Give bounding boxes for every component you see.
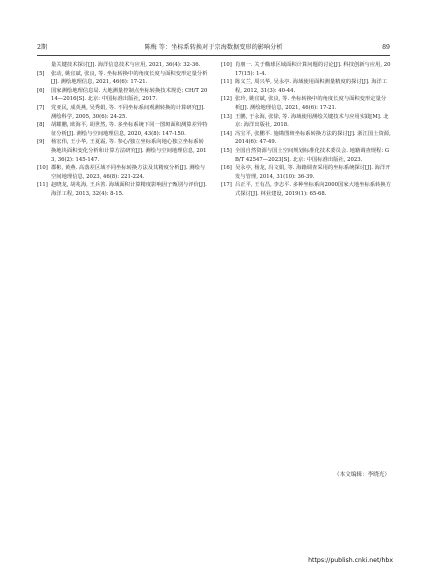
references-right-column [221, 61, 391, 199]
reference-item: [14] 冯宝平, 张鹏平. 施勘图斑坐标系转换方法的探讨[J]. 浙江国土资源, 2014(6): 47-49. [221, 130, 391, 146]
issue-label: 2期 [37, 44, 48, 51]
reference-item: 量关键技术探讨[J]. 海洋信息技术与应用, 2021, 36(4): 32-36. [51, 62, 201, 68]
reference-item: [7] 党亚民, 成英燕, 吴秀娟, 等. 不同坐标系间观测转换的计算研究[J]. 测绘科学, 2005, 30(6): 24-25. [37, 104, 205, 120]
reference-item: [8] 胡耀鹏, 欧海平, 胡世然, 等. 多坐标系统下同一图斑面积测算差异特征分析[J]. 测绘与空间地理信息, 2020, 43(8): 147-150. [37, 122, 208, 137]
reference-item: [9] 杨宏伟, 王小华, 王夏霜, 等. 参心/独立坐标系向地心独立坐标系转换地块面积变化分析和计算方法研究[J]. 测绘与空间地理信息, 2013, 36(2): 145-147. [37, 139, 207, 163]
reference-item: [6] 国家测绘地理信息局. 大地测量控制点坐标转换技术规范: CH/T 2014—2016[S]. 北京: 中国标准出版社, 2017. [37, 87, 208, 103]
reference-item: [15] 全国自然资源与国土空间规划标准化技术委员会. 地籍调查规程: GB/T 42547—2023[S]. 北京: 中国标准出版社, 2023. [221, 147, 390, 163]
running-title: 陈梅 等：坐标系转换对于宗海数据变形的影响分析 [144, 44, 283, 51]
reference-item: [10] 肖朋一. 关于椭球区域面积计算问题的讨论[J]. 科技创新与应用, 2017(15): 1-4. [221, 62, 391, 77]
page-header [37, 42, 390, 54]
reference-item: [16] 吴永亭, 杨龙, 冯文娟, 等. 海籍调查采用的坐标系统探讨[J]. 海洋开发与管理, 2014, 31(10): 36-39. [221, 165, 391, 180]
reference-item: [17] 吕正平, 王有昌, 李志平. 多种坐标系向2000国家大地坐标系转换方式探讨[J]. 林业建设, 2019(1): 65-68. [221, 182, 392, 197]
reference-item: [13] 王鹏, 于永海, 张徐, 等. 海域使用测绘关键技术与应用实践[M]. 北京: 海洋出版社, 2018. [221, 113, 389, 129]
watermark-url[interactable]: https://publish.cnki.net/hbx [308, 557, 393, 564]
header-rule [37, 55, 390, 56]
page-number: 89 [382, 44, 390, 51]
reference-item: [5] 张动, 姚宜斌, 张良, 等. 坐标转换中的角度长度与面积变形定量分析[J]. 测绘地理信息, 2021, 46(6): 17-21. [37, 70, 208, 86]
editor-note: （本文编辑：李晓光） [334, 472, 390, 478]
reference-item: [11] 陈义兰, 周兴华, 吴永亭. 海域使用面积测量精度的探讨[J]. 海洋工程, 2012, 31(3): 40-44. [221, 79, 388, 94]
reference-item: [11] 赵晓龙, 胡兆海, 王兵善. 海域面积计算精度影响因子甄别与评价[J]. 海洋工程, 2013, 32(4): 8-15. [37, 182, 207, 197]
references-left-column [37, 61, 208, 199]
reference-item: [12] 张玲, 姚宜斌, 张良, 等. 坐标转换中的角度长度与面积变形定量分析[J]. 测绘地理信息, 2021, 46(6): 17-21. [221, 96, 387, 111]
reference-item: [10] 郡彬, 黄燕. 高落差区域不同坐标转换方法及其精度分析[J]. 测绘与空间地理信息, 2023, 46(8): 221-224. [37, 165, 206, 180]
